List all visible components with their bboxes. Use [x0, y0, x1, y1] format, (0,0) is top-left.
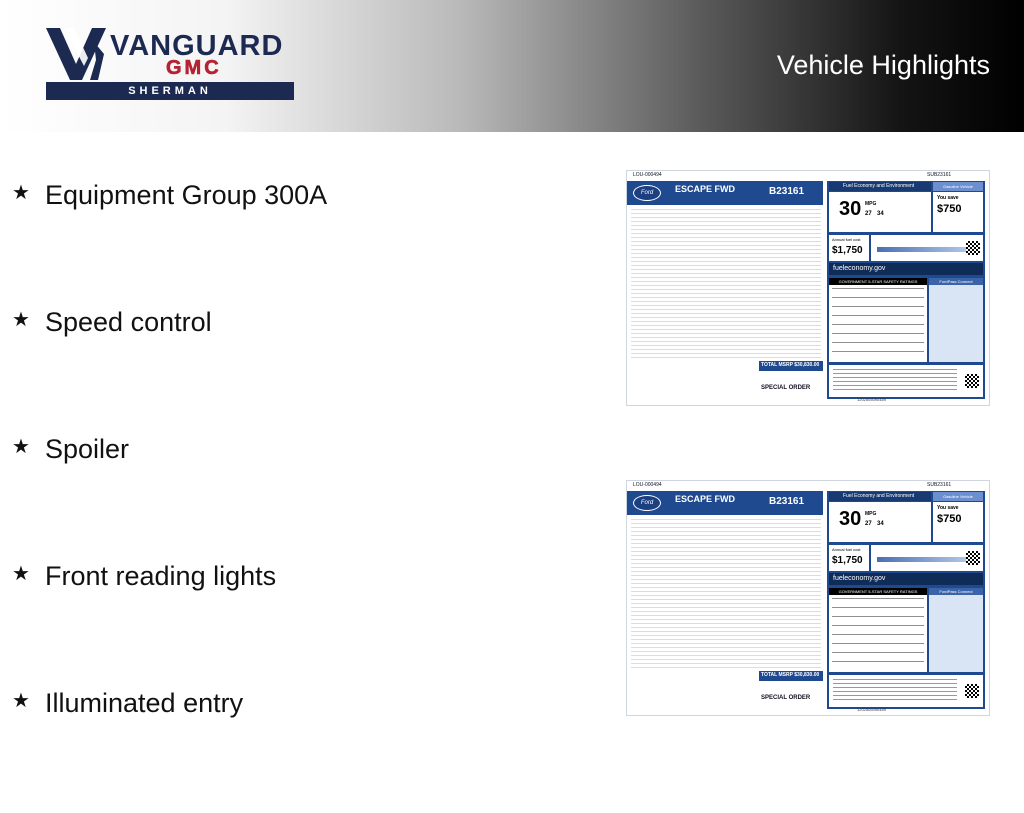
sticker-banner — [627, 491, 823, 515]
sticker-fuel-site: fueleconomy.gov — [829, 573, 983, 585]
star-icon: ★ — [12, 690, 30, 712]
sticker-mpg: 30 — [839, 508, 862, 530]
sticker-special-order: SPECIAL ORDER — [761, 385, 811, 391]
fuel-economy-label: Fuel Economy and Environment Gasoline Vehicle 30 MPG 27 34 You save $750 Annual fuel cost $1,750 fueleconomy.gov GOVERNMENT 5-STAR SAFETY RATINGS FordPass Connect — [827, 181, 985, 399]
qr-code-icon — [966, 241, 980, 255]
sticker-save: $750 — [937, 513, 962, 525]
sticker-cost: $1,750 — [832, 555, 863, 566]
feature-label: Front reading lights — [45, 561, 277, 591]
feature-label: Equipment Group 300A — [45, 180, 328, 210]
brand-name: VANGUARD — [110, 30, 284, 62]
brand-sub: GMC — [166, 57, 222, 79]
sticker-mpg: 30 — [839, 198, 862, 220]
sticker-special-order: SPECIAL ORDER — [761, 695, 811, 701]
sticker-save: $750 — [937, 203, 962, 215]
sticker-stock: B23161 — [769, 496, 805, 507]
sticker-id: LOU-000494 — [633, 482, 662, 488]
sticker-model: ESCAPE FWD — [675, 184, 736, 194]
sticker-city: 27 — [865, 521, 872, 527]
dealer-logo[interactable] — [44, 24, 314, 104]
ford-logo-icon: Ford — [633, 185, 661, 201]
sticker-order: SUB23161 — [927, 482, 952, 488]
qr-code-icon — [965, 374, 979, 388]
qr-code-icon — [965, 684, 979, 698]
brand-location: SHERMAN — [46, 82, 294, 100]
star-icon: ★ — [12, 563, 30, 585]
window-sticker-image[interactable] — [626, 480, 990, 716]
sticker-city: 27 — [865, 211, 872, 217]
sticker-hwy: 34 — [877, 211, 884, 217]
sticker-model: ESCAPE FWD — [675, 494, 736, 504]
list-item — [12, 559, 572, 686]
list-item — [12, 686, 572, 813]
sticker-equipment-text — [631, 519, 821, 669]
page-title: Vehicle Highlights — [776, 50, 990, 80]
list-item — [12, 178, 572, 305]
fuel-economy-label: Fuel Economy and Environment Gasoline Vehicle 30 MPG 27 34 You save $750 Annual fuel cost $1,750 fueleconomy.gov GOVERNMENT 5-STAR SAFETY RATINGS FordPass Connect — [827, 491, 985, 709]
header-banner — [0, 0, 1024, 132]
star-icon: ★ — [12, 436, 30, 458]
sticker-footer-code: 1202505090489 — [857, 707, 886, 712]
star-icon: ★ — [12, 182, 30, 204]
sticker-footer-code: 1202505090489 — [857, 397, 886, 402]
sticker-equipment-text — [631, 209, 821, 359]
sticker-msrp: TOTAL MSRP $30,830.00 — [761, 672, 820, 678]
star-icon: ★ — [12, 309, 30, 331]
sticker-msrp: TOTAL MSRP $30,830.00 — [761, 362, 820, 368]
sticker-id: LOU-000494 — [633, 172, 662, 178]
feature-label: Spoiler — [45, 434, 130, 464]
ford-logo-icon: Ford — [633, 495, 661, 511]
sticker-order: SUB23161 — [927, 172, 952, 178]
sticker-banner — [627, 181, 823, 205]
list-item — [12, 432, 572, 559]
sticker-fuel-site: fueleconomy.gov — [829, 263, 983, 275]
feature-label: Illuminated entry — [45, 688, 244, 718]
vanguard-mark-icon — [44, 24, 108, 84]
window-sticker-image[interactable] — [626, 170, 990, 406]
list-item — [12, 305, 572, 432]
sticker-hwy: 34 — [877, 521, 884, 527]
sticker-stock: B23161 — [769, 186, 805, 197]
qr-code-icon — [966, 551, 980, 565]
feature-list — [12, 178, 572, 813]
sticker-cost: $1,750 — [832, 245, 863, 256]
feature-label: Speed control — [45, 307, 212, 337]
